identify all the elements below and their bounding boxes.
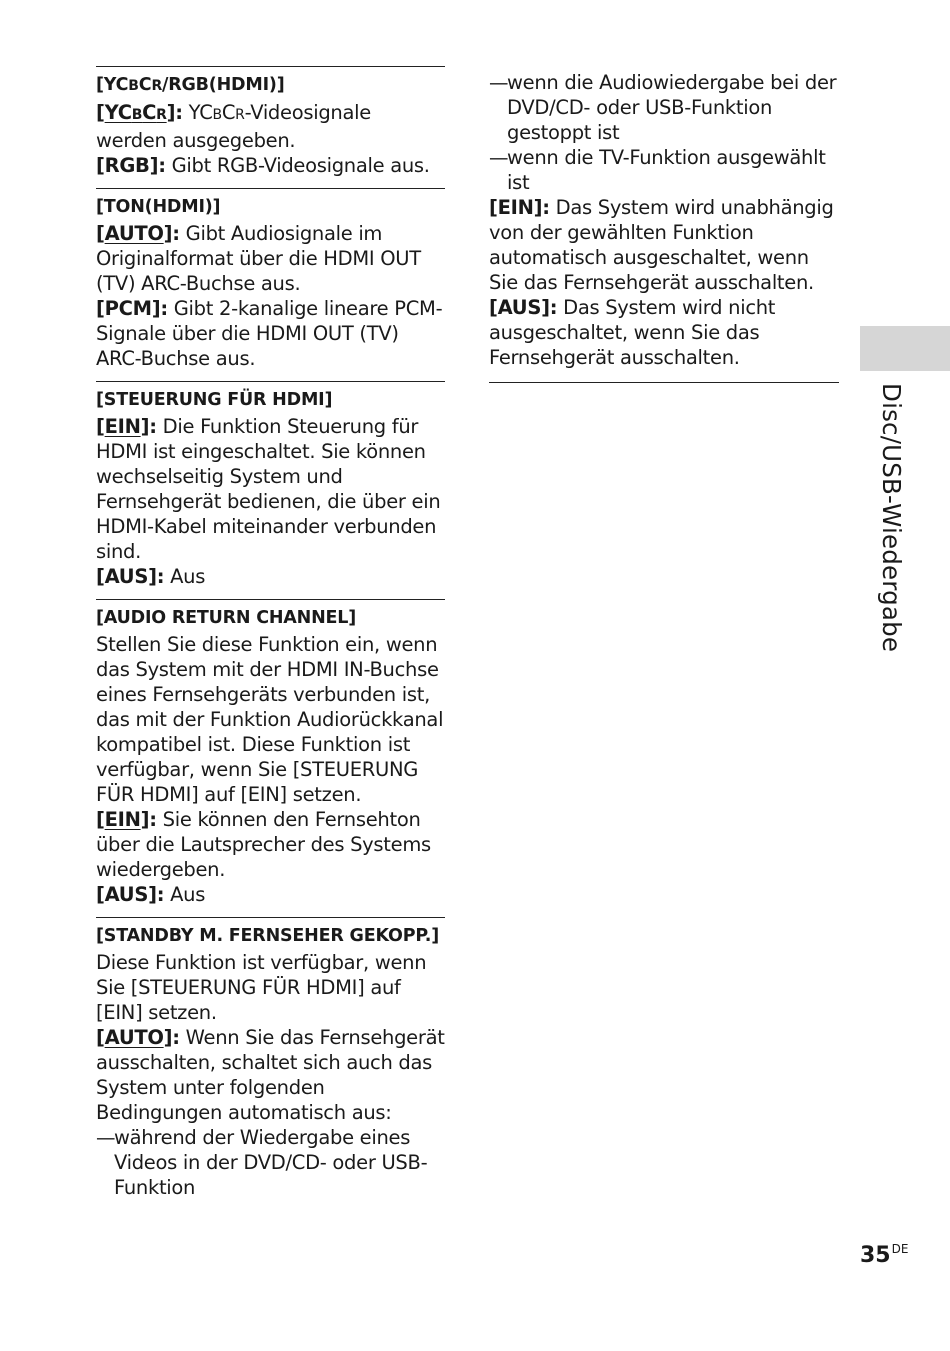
option-aus: [AUS]: Aus [96,565,206,588]
section-steuerung-hdmi [96,381,445,599]
option-auto: [AUTO]: Wenn Sie das Fernsehgerät ausschalten, schaltet sich auch das System unter folgenden Bedingungen automatisch aus: [96,1026,445,1124]
section-intro: Diese Funktion ist verfügbar, wenn Sie [STEUERUNG FÜR HDMI] auf [EIN] setzen. [96,951,427,1024]
section-title: [AUDIO RETURN CHANNEL] [96,608,357,628]
section-title: [STANDBY M. FERNSEHER GEKOPP.] [96,926,440,946]
option-ein: [EIN]: Die Funktion Steuerung für HDMI ist eingeschaltet. Sie können wechselseitig System und Fernsehgerät bedienen, die über ein HDMI-Kabel miteinander verbunden sind. [96,415,441,563]
option-rgb: [RGB]: Gibt RGB-Videosignale aus. [96,154,430,177]
option-auto: [AUTO]: Gibt Audiosignale im Originalformat über die HDMI OUT (TV) ARC-Buchse aus. [96,222,421,295]
option-ycbcr: [YCBCR]: YCBCR-Videosignale werden ausgegeben. [96,101,371,152]
option-aus: [AUS]: Das System wird nicht ausgeschaltet, wenn Sie das Fernsehgerät ausschalten. [489,296,776,369]
chapter-side-label: Disc/USB-Wiedergabe [877,383,906,653]
section-title: [TON(HDMI)] [96,197,221,217]
dash-marker: — [489,146,509,169]
option-pcm: [PCM]: Gibt 2-kanalige lineare PCM-Signale über die HDMI OUT (TV) ARC-Buchse aus. [96,297,443,370]
list-item: — während der Wiedergabe eines Videos in der DVD/CD- oder USB-Funktion [96,1126,428,1199]
right-column [489,66,839,383]
section-intro: Stellen Sie diese Funktion ein, wenn das System mit der HDMI IN-Buchse eines Fernsehgeräts verbunden ist, das mit der Funktion Audiorückkanal kompatibel ist. Diese Funktion ist verfügbar, wenn Sie [STEUERUNG FÜR HDMI] auf [EIN] setzen. [96,633,444,806]
section-audio-return-channel [96,599,445,917]
left-column [96,66,445,1210]
option-ein: [EIN]: Das System wird unabhängig von der gewählten Funktion automatisch ausgeschaltet, wenn Sie das Fernsehgerät ausschalten. [489,196,834,294]
section-title: [YCBCR/RGB(HDMI)] [96,75,285,95]
section-standby-tv [96,917,445,1210]
list-item: — wenn die TV-Funktion ausgewählt ist [489,146,826,194]
list-item: — wenn die Audiowiedergabe bei der DVD/CD- oder USB-Funktion gestoppt ist [489,71,837,144]
section-end-divider [489,382,839,383]
page-number: 35DE [860,1242,909,1268]
page-language-suffix: DE [891,1242,909,1256]
section-title: [STEUERUNG FÜR HDMI] [96,390,333,410]
dash-marker: — [96,1126,116,1149]
option-aus: [AUS]: Aus [96,883,206,906]
section-ton-hdmi [96,188,445,381]
section-ycbcr-rgb [96,66,445,188]
option-ein: [EIN]: Sie können den Fernsehton über die Lautsprecher des Systems wiedergeben. [96,808,431,881]
chapter-tab-marker [860,326,950,371]
dash-marker: — [489,71,509,94]
